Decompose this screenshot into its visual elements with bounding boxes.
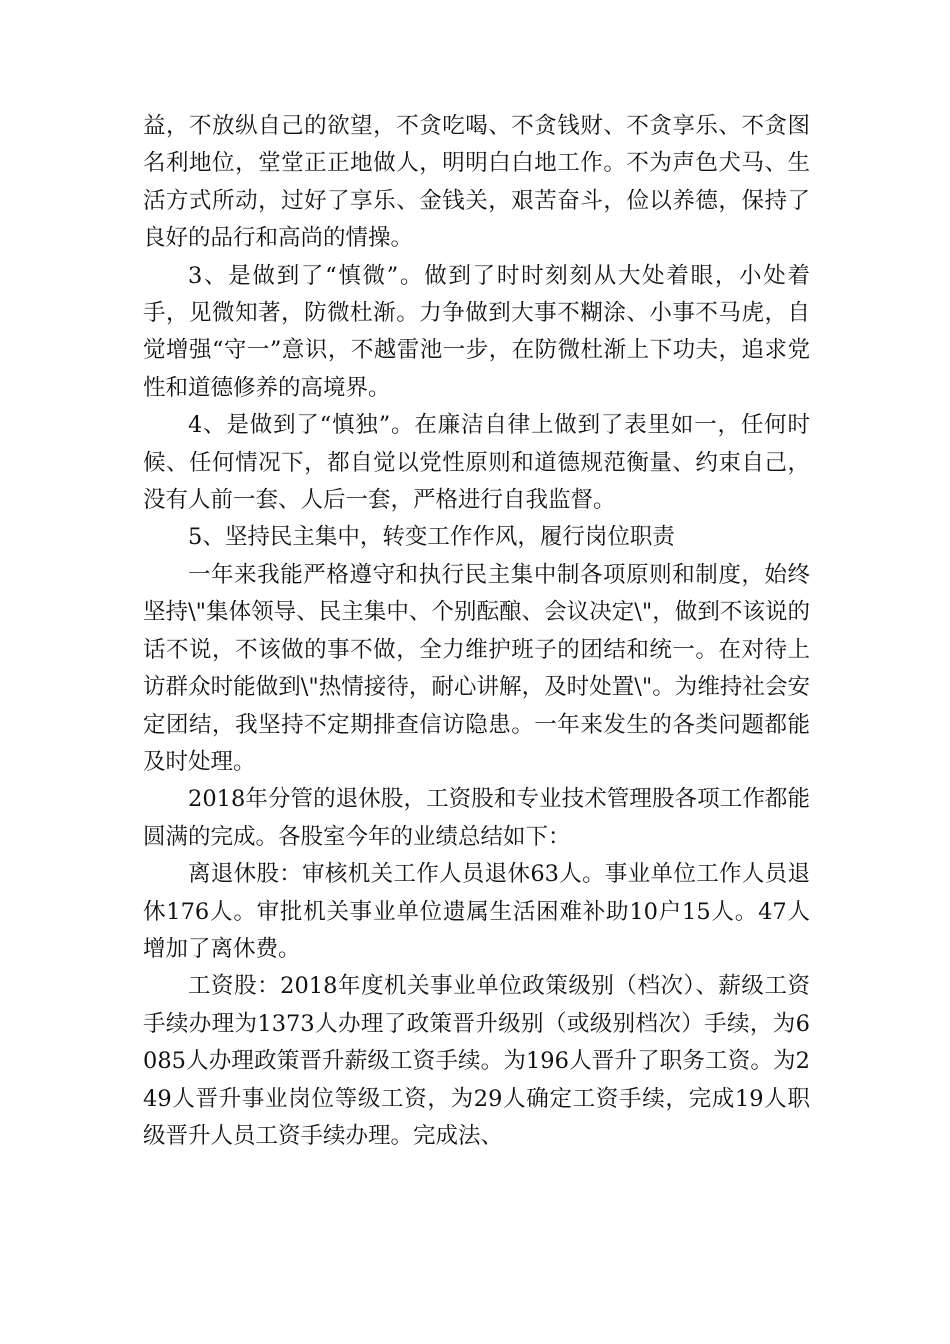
paragraph-2018-summary: 2018年分管的退休股，工资股和专业技术管理股各项工作都能圆满的完成。各股室今年的业绩总结如下： xyxy=(143,786,810,850)
document-page xyxy=(143,108,810,1155)
paragraph-shenwei: 3、是做到了“慎微”。做到了时时刻刻从大处着眼，小处着手，见微知著，防微杜渐。力争做到大事不糊涂、小事不马虎，自觉增强“守一”意识，不越雷池一步，在防微杜渐上下功夫，追求党性和道德修养的高境界。 xyxy=(143,262,810,401)
paragraph-wage-section: 工资股：2018年度机关事业单位政策级别（档次）、薪级工资手续办理为1373人办理了政策晋升级别（或级别档次）手续，为6085人办理政策晋升薪级工资手续。为196人晋升了职务工资。为249人晋升事业岗位等级工资，为29人确定工资手续，完成19人职级晋升人员工资手续办理。完成法、 xyxy=(143,973,810,1149)
section-heading-democratic-centralism: 5、坚持民主集中，转变工作作风，履行岗位职责 xyxy=(188,524,675,551)
paragraph-continuation: 益，不放纵自己的欲望，不贪吃喝、不贪钱财、不贪享乐、不贪图名利地位，堂堂正正地做人，明明白白地工作。不为声色犬马、生活方式所动，过好了享乐、金钱关，艰苦奋斗，俭以养德，保持了良好的品行和高尚的情操。 xyxy=(143,113,810,252)
paragraph-shendu: 4、是做到了“慎独”。在廉洁自律上做到了表里如一，任何时候、任何情况下，都自觉以党性原则和道德规范衡量、约束自己，没有人前一套、人后一套，严格进行自我监督。 xyxy=(143,412,810,514)
paragraph-retirement-section: 离退休股：审核机关工作人员退休63人。事业单位工作人员退休176人。审批机关事业单位遗属生活困难补助10户15人。47人增加了离休费。 xyxy=(143,861,810,962)
paragraph-democratic-centralism: 一年来我能严格遵守和执行民主集中制各项原则和制度，始终坚持\"集体领导、民主集中、个别酝酿、会议决定\"，做到不该说的话不说，不该做的事不做，全力维护班子的团结和统一。在对待上访群众时能做到\"热情接待，耐心讲解，及时处置\"。为维持社会安定团结，我坚持不定期排查信访隐患。一年来发生的各类问题都能及时处理。 xyxy=(143,561,810,775)
